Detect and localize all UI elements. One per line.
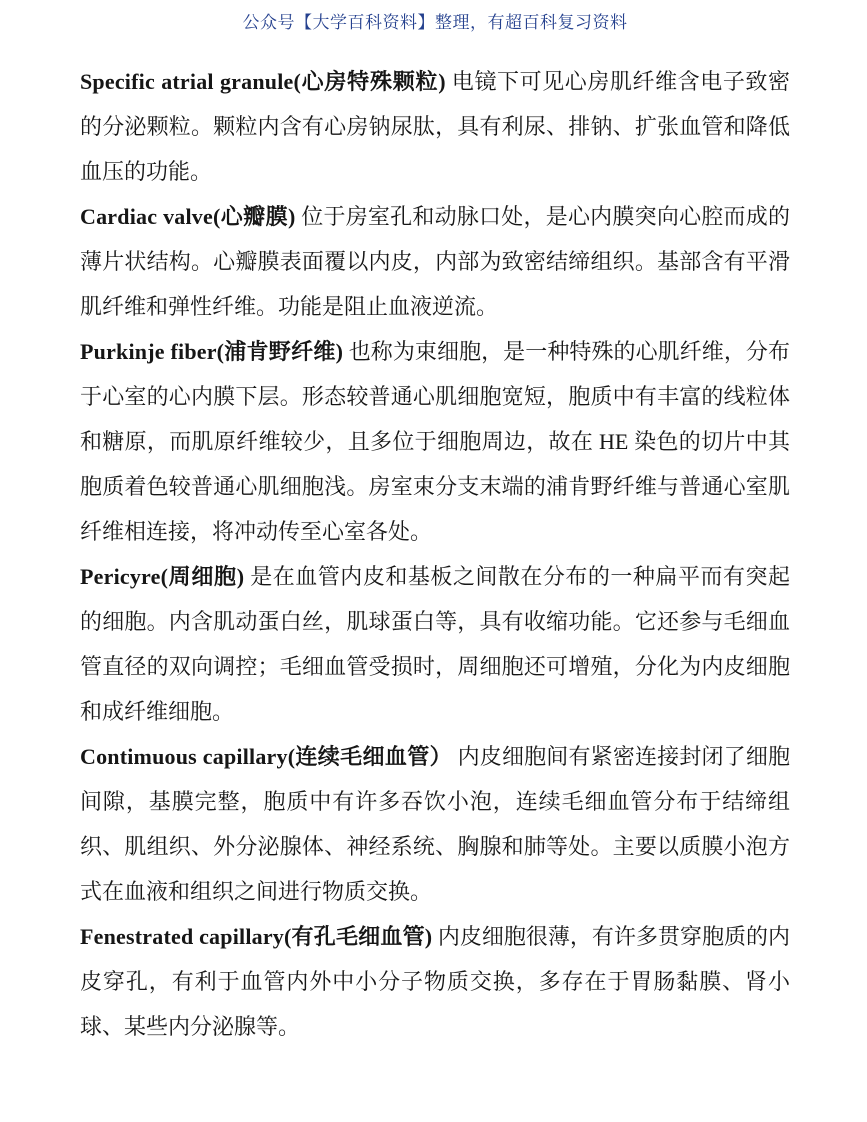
entry-definition: 内皮细胞间有紧密连接封闭了细胞间隙，基膜完整，胞质中有许多吞饮小泡，连续毛细血管分布于结缔组织、肌组织、外分泌腺体、神经系统、胸腺和肺等处。主要以质膜小泡方式在血液和组织之间进行物质交换。: [80, 744, 790, 904]
glossary-entry: [80, 554, 790, 734]
glossary-entry: [80, 194, 790, 329]
glossary-body: [80, 59, 790, 1049]
entry-term: Specific atrial granule(心房特殊颗粒): [80, 69, 446, 94]
entry-definition: 是在血管内皮和基板之间散在分布的一种扁平而有突起的细胞。内含肌动蛋白丝，肌球蛋白等，具有收缩功能。它还参与毛细血管直径的双向调控；毛细血管受损时，周细胞还可增殖，分化为内皮细胞和成纤维细胞。: [80, 564, 790, 724]
entry-definition: 电镜下可见心房肌纤维含电子致密的分泌颗粒。颗粒内含有心房钠尿肽，具有利尿、排钠、扩张血管和降低血压的功能。: [80, 69, 790, 184]
entry-definition: 也称为束细胞，是一种特殊的心肌纤维，分布于心室的心内膜下层。形态较普通心肌细胞宽短，胞质中有丰富的线粒体和糖原，而肌原纤维较少，且多位于细胞周边，故在 HE 染色的切片中其胞质着色较普通心肌细胞浅。房室束分支末端的浦肯野纤维与普通心室肌纤维相连接，将冲动传至心室各处。: [80, 339, 790, 544]
entry-term: Pericyre(周细胞): [80, 564, 245, 589]
page-header-text: 公众号【大学百科资料】整理，有超百科复习资料: [242, 13, 628, 32]
glossary-entry: [80, 59, 790, 194]
glossary-entry: [80, 914, 790, 1049]
entry-term: Purkinje fiber(浦肯野纤维): [80, 339, 344, 364]
entry-definition: 位于房室孔和动脉口处，是心内膜突向心腔而成的薄片状结构。心瓣膜表面覆以内皮，内部为致密结缔组织。基部含有平滑肌纤维和弹性纤维。功能是阻止血液逆流。: [80, 204, 790, 319]
entry-term: Fenestrated capillary(有孔毛细血管): [80, 924, 433, 949]
glossary-entry: [80, 329, 790, 554]
entry-definition: 内皮细胞很薄，有许多贯穿胞质的内皮穿孔，有利于血管内外中小分子物质交换，多存在于胃肠黏膜、肾小球、某些内分泌腺等。: [80, 924, 790, 1039]
entry-term: Cardiac valve(心瓣膜): [80, 204, 296, 229]
entry-term: Contimuous capillary(连续毛细血管）: [80, 744, 452, 769]
glossary-entry: [80, 734, 790, 914]
